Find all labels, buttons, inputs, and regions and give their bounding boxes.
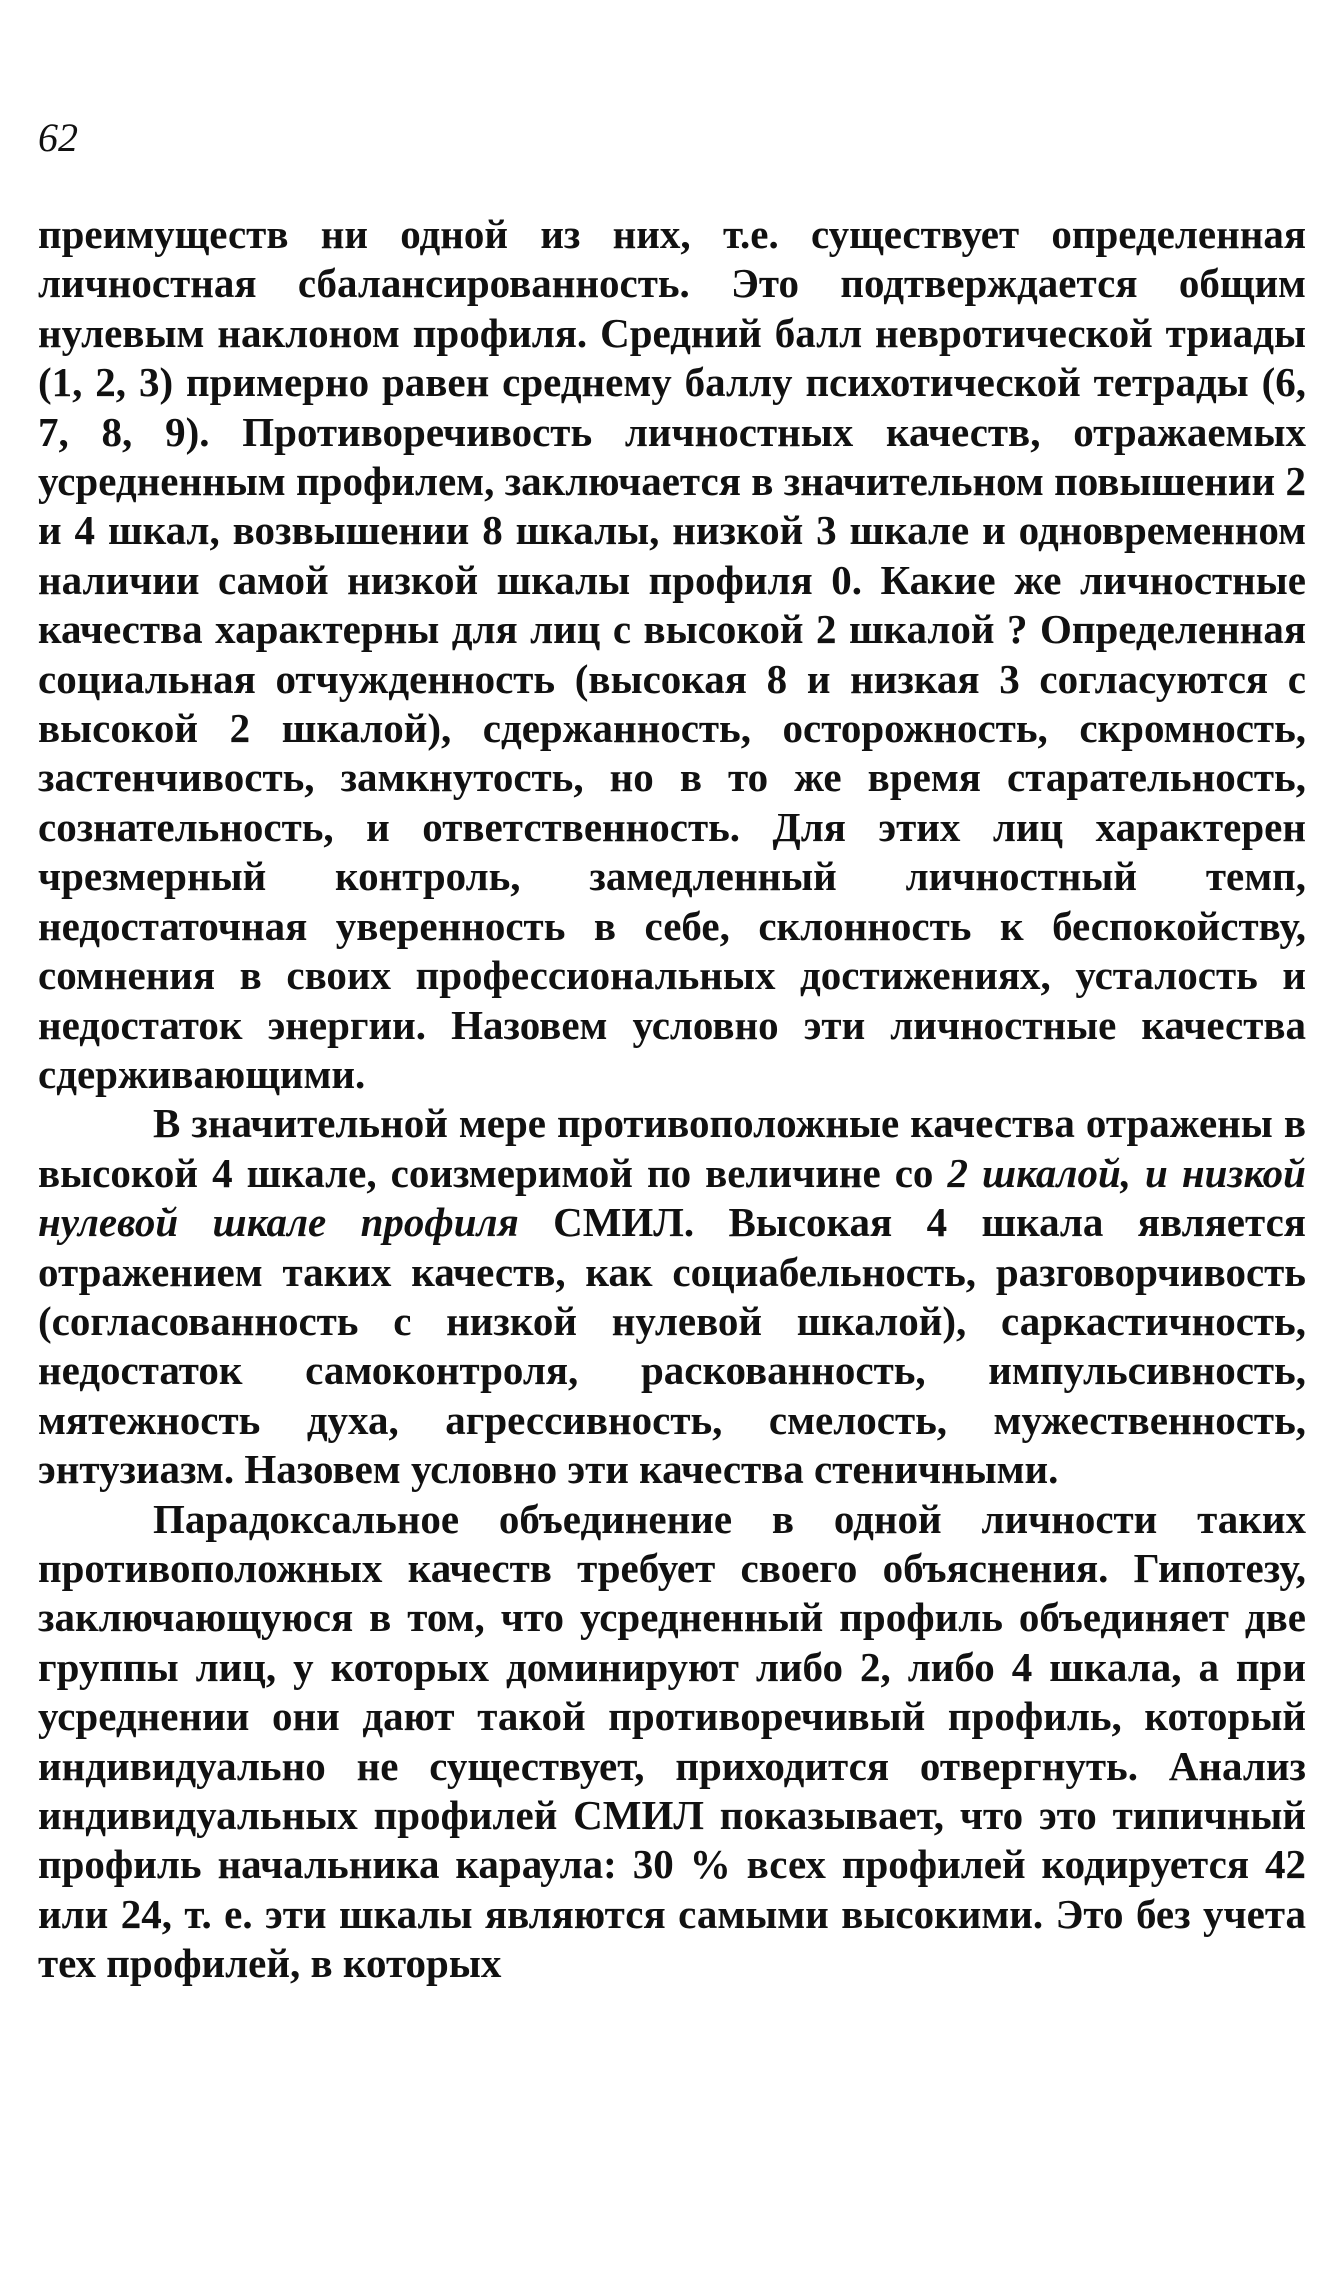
paragraph-2-text-end: СМИЛ. Высокая 4 шкала является отражением таких качеств, как социабельность, разговорчивость (согласованность с низкой нулевой шкалой), саркастичность, недостаток самоконтроля, раскованность, импульсивность, мятежность духа, агрессивность, смелость, мужественность, энтузиазм. Назовем условно эти качества стеничными.	[38, 1199, 1306, 1493]
paragraph-1: преимуществ ни одной из них, т.е. существует определенная личностная сбалансированность. Это подтверждается общим нулевым наклоном профиля. Средний балл невротической триады (1, 2, 3) примерно равен среднему баллу психотической тетрады (6, 7, 8, 9). Противоречивость личностных качеств, отражаемых усредненным профилем, заключается в значительном повышении 2 и 4 шкал, возвышении 8 шкалы, низкой 3 шкале и одновременном наличии самой низкой шкалы профиля 0. Какие же личностные качества характерны для лиц с высокой 2 шкалой ? Определенная социальная отчужденность (высокая 8 и низкая 3 согласуются с высокой 2 шкалой), сдержанность, осторожность, скромность, застенчивость, замкнутость, но в то же время старательность, сознательность, и ответственность. Для этих лиц характерен чрезмерный контроль, замедленный личностный темп, недостаточная уверенность в себе, склонность к беспокойству, сомнения в своих профессиональных достижениях, усталость и недостаток энергии. Назовем условно эти личностные качества сдерживающими.	[38, 211, 1306, 1097]
paragraph-3: Парадоксальное объединение в одной личности таких противоположных качеств требует своего объяснения. Гипотезу, заключающуюся в том, что усредненный профиль объединяет две группы лиц, у которых доминируют либо 2, либо 4 шкала, а при усреднении они дают такой противоречивый профиль, который индивидуально не существует, приходится отвергнуть. Анализ индивидуальных профилей СМИЛ показывает, что это типичный профиль начальника караула: 30 % всех профилей кодируется 42 или 24, т. е. эти шкалы являются самыми высокими. Это без учета тех профилей, в которых	[38, 1495, 1306, 1987]
body-text	[38, 210, 1306, 1989]
paragraph-2	[38, 1099, 1306, 1494]
paragraph-2-text-start: В значительной мере противоположные качества отражены в высокой 4 шкале, соизмеримой по величине со	[38, 1100, 1306, 1196]
page-number: 62	[38, 115, 78, 160]
paragraph-2-italic-phrase: 2 шкалой, и низкой нулевой шкале профиля	[38, 1149, 1306, 1246]
